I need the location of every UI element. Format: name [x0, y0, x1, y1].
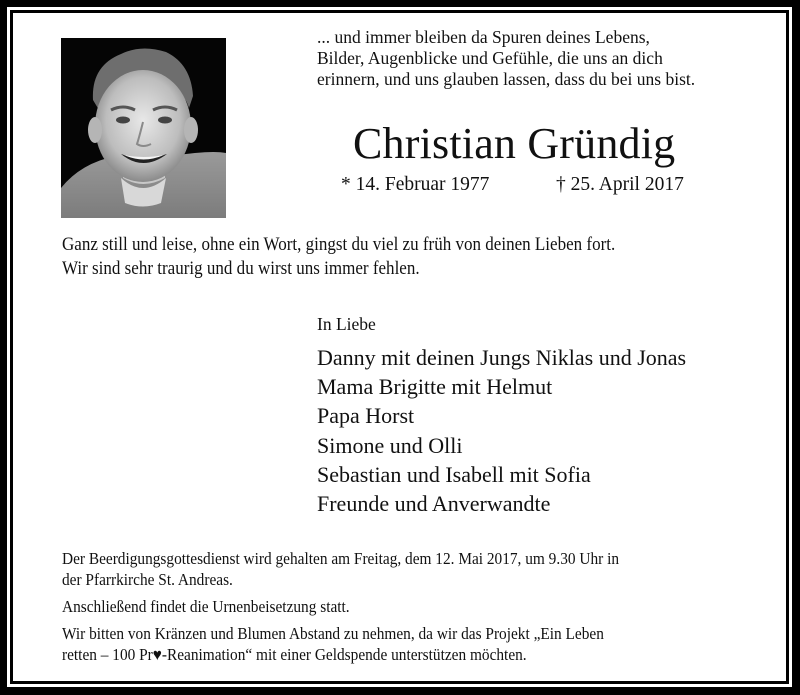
funeral-line: Der Beerdigungsgottesdienst wird gehalten am Freitag, dem 12. Mai 2017, um 9.30 Uhr in [62, 549, 620, 568]
death-date: † 25. April 2017 [556, 174, 684, 195]
verse-text [317, 27, 695, 90]
donation-line: Wir bitten von Kränzen und Blumen Abstand zu nehmen, da wir das Projekt „Ein Leben [62, 624, 604, 643]
donation-paragraph [62, 623, 619, 665]
verse-line: ... und immer bleiben da Spuren deines Lebens, [317, 27, 650, 47]
portrait-image [61, 38, 226, 218]
quote-line: Wir sind sehr traurig und du wirst uns immer fehlen. [62, 259, 420, 279]
quote-line: Ganz still und leise, ohne ein Wort, gingst du viel zu früh von deinen Lieben fort. [62, 235, 616, 255]
verse-line: erinnern, und uns glauben lassen, dass du bei uns bist. [317, 69, 696, 89]
funeral-service-paragraph [62, 548, 619, 590]
mourners-list [317, 343, 686, 518]
farewell-quote [62, 233, 615, 281]
funeral-info [62, 548, 619, 671]
birth-date: * 14. Februar 1977 [341, 174, 490, 195]
mourner-entry: Freunde und Anverwandte [317, 491, 551, 517]
mourner-entry: Papa Horst [317, 403, 415, 429]
mourner-entry: Simone und Olli [317, 432, 463, 458]
burial-paragraph: Anschließend findet die Urnenbeisetzung statt. [62, 597, 350, 616]
funeral-line: der Pfarrkirche St. Andreas. [62, 570, 233, 589]
deceased-name: Christian Gründig [353, 119, 676, 168]
donation-line: retten – 100 Pr♥-Reanimation“ mit einer Geldspende unterstützen möchten. [62, 645, 527, 664]
portrait-photo [61, 38, 226, 218]
mourner-entry: Sebastian und Isabell mit Sofia [317, 461, 591, 487]
signature-intro: In Liebe [317, 314, 376, 334]
mourner-entry: Mama Brigitte mit Helmut [317, 374, 553, 400]
verse-line: Bilder, Augenblicke und Gefühle, die uns an dich [317, 48, 663, 68]
mourner-entry: Danny mit deinen Jungs Niklas und Jonas [317, 345, 687, 370]
